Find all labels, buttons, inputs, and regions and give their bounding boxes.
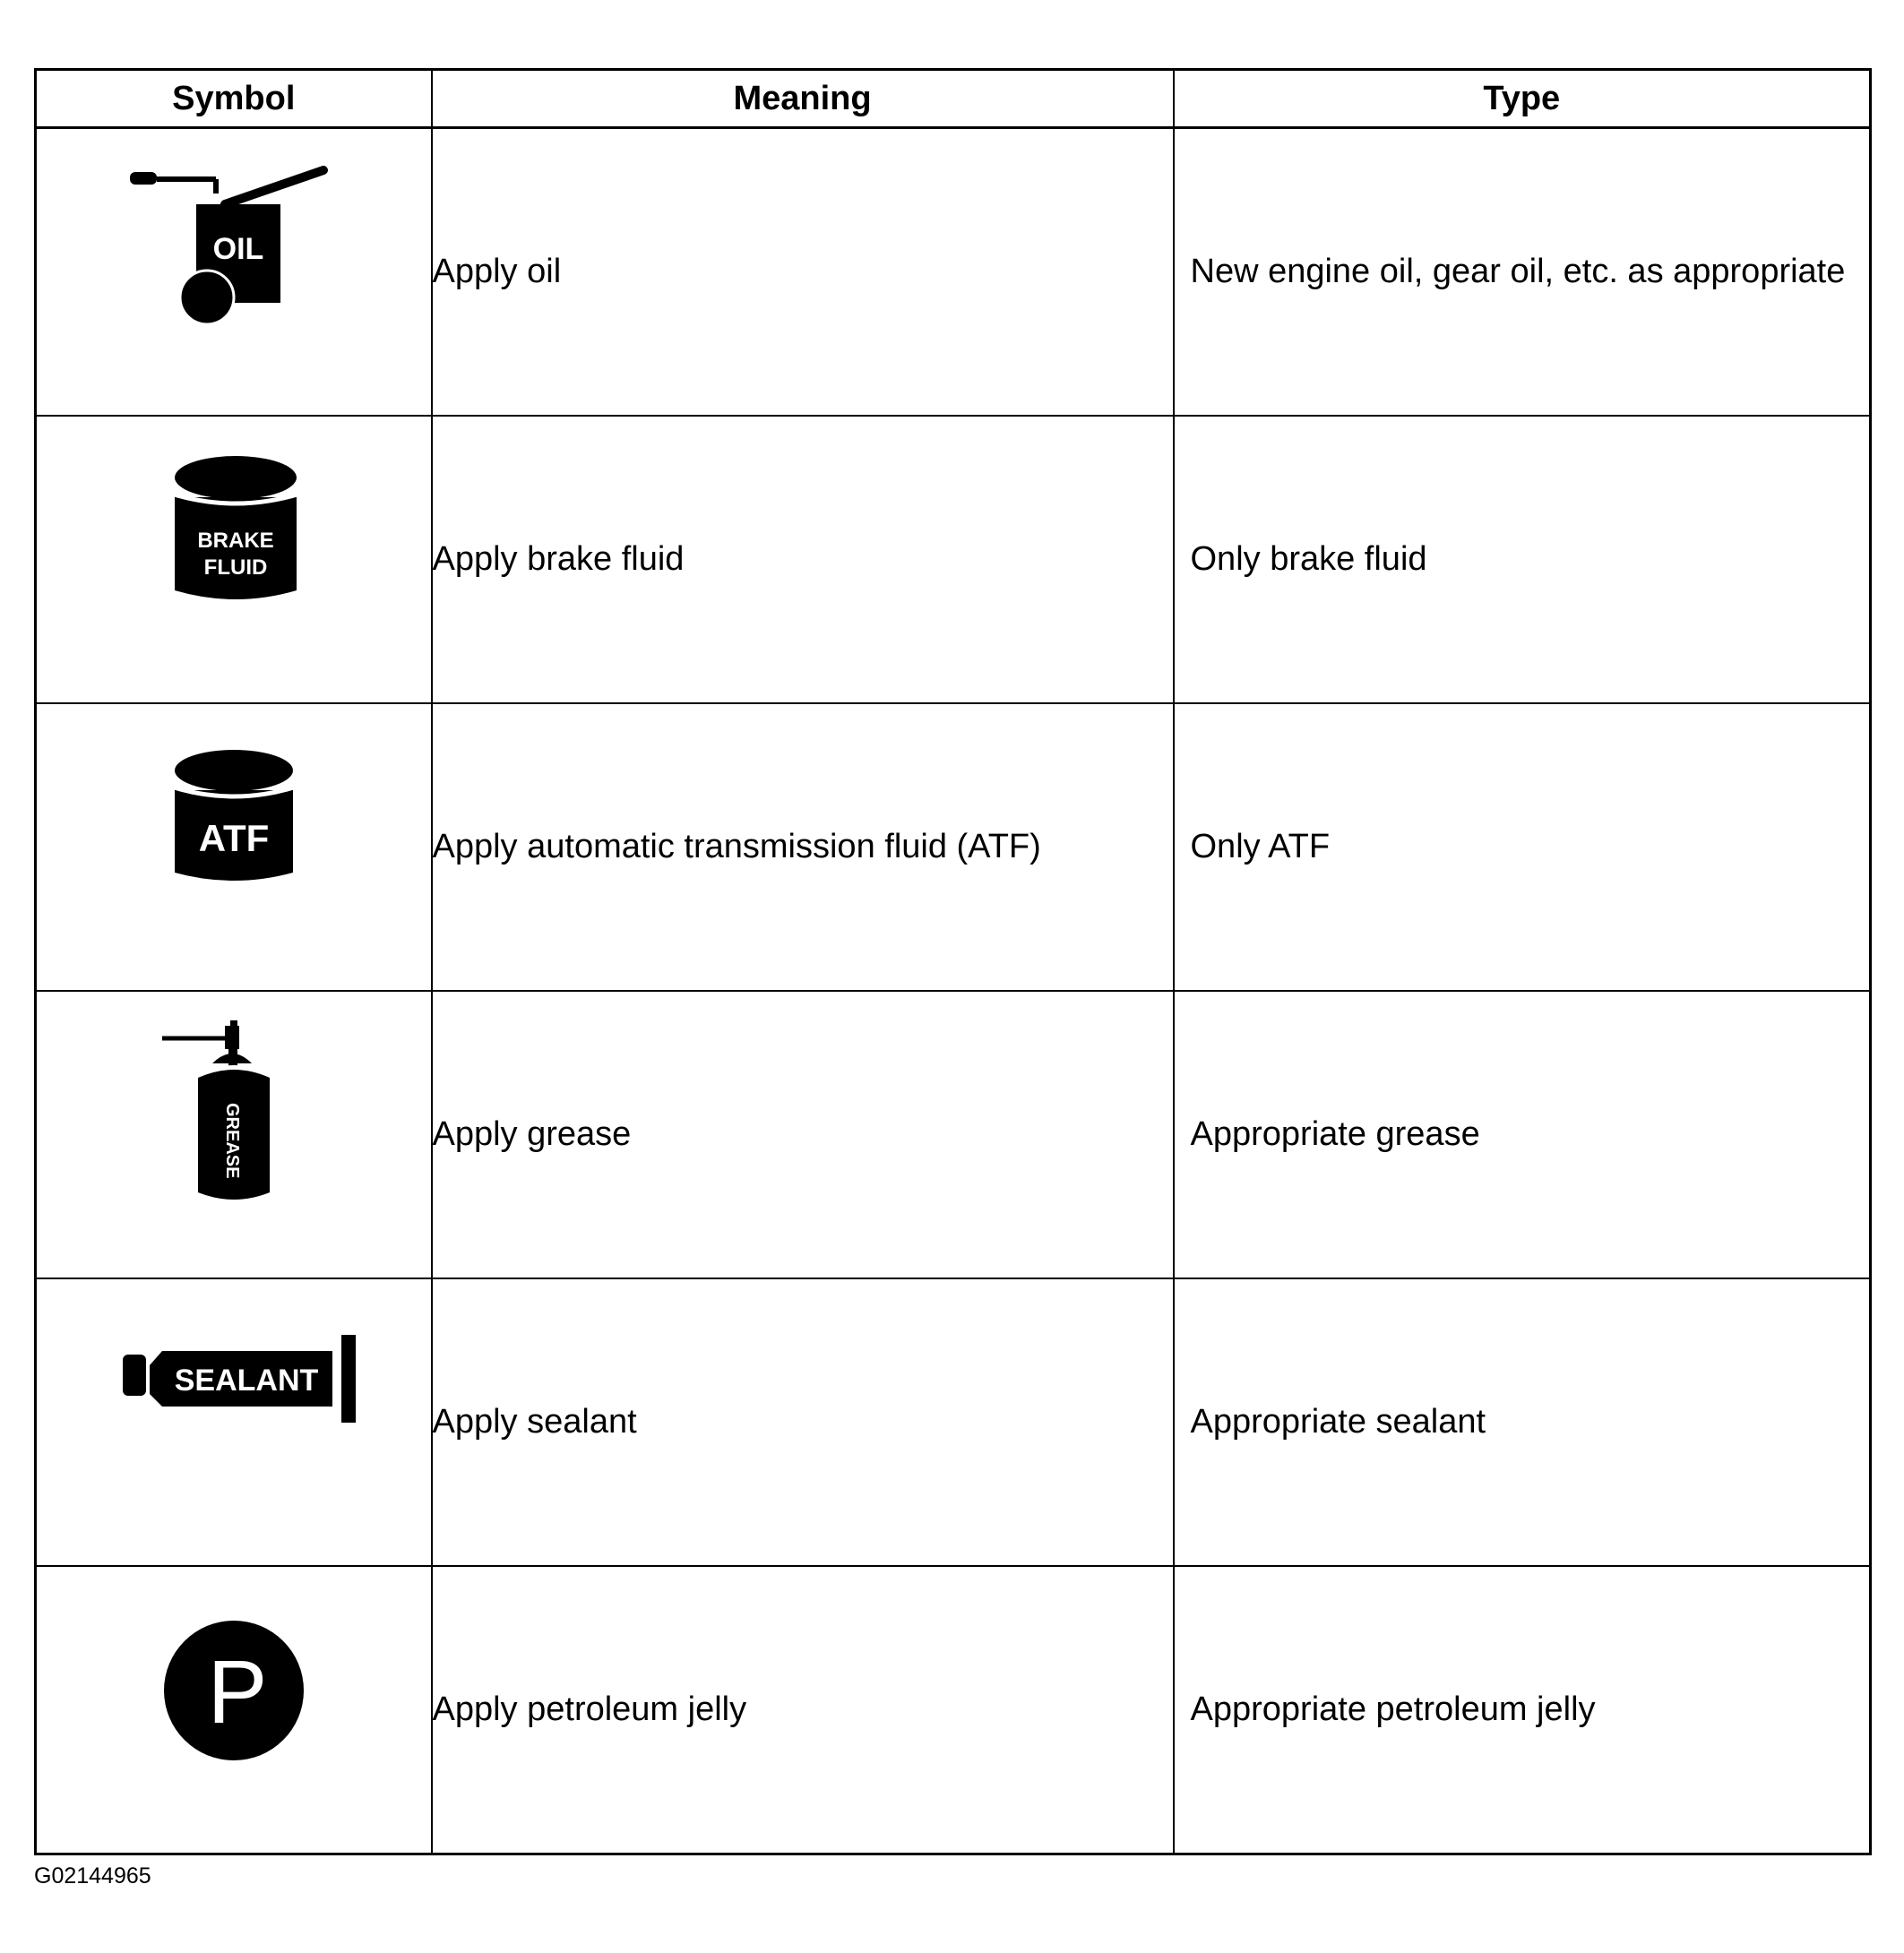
symbol-cell [36, 128, 432, 417]
p-icon-label: P [207, 1642, 268, 1742]
header-meaning: Meaning [432, 70, 1174, 128]
petroleum-jelly-icon [37, 1567, 431, 1853]
symbol-cell [36, 416, 432, 703]
table-row [36, 1278, 1871, 1566]
symbol-cell [36, 1566, 432, 1854]
grease-can-icon [37, 992, 431, 1278]
header-type: Type [1174, 70, 1871, 128]
header-symbol: Symbol [36, 70, 432, 128]
type-cell: Appropriate grease [1174, 991, 1871, 1278]
table-row [36, 1566, 1871, 1854]
oil-can-icon [37, 129, 431, 415]
sealant-icon-label: SEALANT [174, 1364, 319, 1398]
meaning-cell: Apply petroleum jelly [432, 1566, 1174, 1854]
atf-icon-label: ATF [198, 817, 270, 859]
brake-icon-label-1: BRAKE [197, 529, 274, 553]
table-row [36, 128, 1871, 417]
brake-fluid-can-icon [37, 417, 431, 702]
table-row [36, 416, 1871, 703]
header-row [36, 70, 1871, 128]
meaning-cell: Apply brake fluid [432, 416, 1174, 703]
atf-can-icon [37, 704, 431, 990]
type-cell: Appropriate petroleum jelly [1174, 1566, 1871, 1854]
brake-icon-label-2: FLUID [203, 555, 268, 580]
type-cell: Only brake fluid [1174, 416, 1871, 703]
meaning-cell: Apply sealant [432, 1278, 1174, 1566]
grease-icon-label: GREASE [222, 1103, 242, 1179]
meaning-cell: Apply grease [432, 991, 1174, 1278]
meaning-cell: Apply automatic transmission fluid (ATF) [432, 703, 1174, 991]
oil-icon-label: OIL [212, 232, 264, 266]
type-cell: Only ATF [1174, 703, 1871, 991]
symbol-legend-table [34, 68, 1872, 1855]
symbol-cell [36, 703, 432, 991]
symbol-cell [36, 991, 432, 1278]
table-row [36, 991, 1871, 1278]
type-cell: New engine oil, gear oil, etc. as appropriate [1174, 128, 1871, 417]
sealant-tube-icon [37, 1279, 431, 1565]
meaning-cell: Apply oil [432, 128, 1174, 417]
symbol-cell [36, 1278, 432, 1566]
type-cell: Appropriate sealant [1174, 1278, 1871, 1566]
figure-code: G02144965 [34, 1863, 151, 1888]
table-row [36, 703, 1871, 991]
